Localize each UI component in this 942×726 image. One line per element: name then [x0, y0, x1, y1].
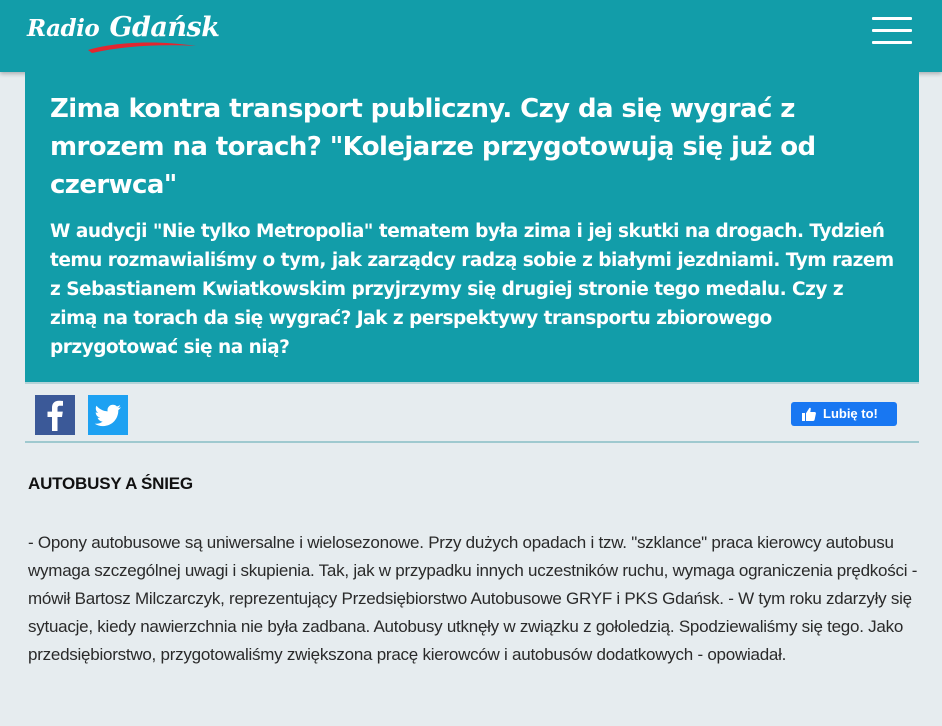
- twitter-icon: [88, 395, 128, 435]
- article-body-paragraph: - Opony autobusowe są uniwersalne i wielosezonowe. Przy dużych opadach i tzw. "szklance" praca kierowcy autobusu wymaga szczególnej uwagi i skupienia. Tak, jak w przypadku innych uczestników ruchu, wymaga ograniczenia prędkości - mówił Bartosz Milczarczyk, reprezentujący Przedsiębiorstwo Autobusowe GRYF i PKS Gdańsk. - W tym roku zdarzyły się sytuacje, kiedy nawierzchnia nie była zadbana. Autobusy utknęły w związku z gołoledzią. Spodziewaliśmy się tego. Jako przedsiębiorstwo, przygotowaliśmy zwiększona pracę kierowców i autobusów dodatkowych - opowiadał.: [28, 533, 918, 664]
- article-lead: W audycji "Nie tylko Metropolia" tematem była zima i jej skutki na drogach. Tydzień temu rozmawialiśmy o tym, jak zarządcy radzą sobie z białymi jezdniami. Tym razem z Sebastianem Kwiatkowskim przyjrzymy się drugiej stronie tego medalu. Czy z zimą na torach da się wygrać? Jak z perspektywy transportu zbiorowego przygotować się na nią?: [50, 221, 894, 358]
- like-label: Lubię to!: [823, 406, 878, 421]
- menu-bar-top: [872, 17, 912, 20]
- article-hero: [25, 72, 919, 383]
- hamburger-menu-button[interactable]: [872, 17, 914, 47]
- site-header: [0, 0, 942, 72]
- facebook-share-button[interactable]: [35, 395, 75, 435]
- share-bar-divider: [25, 441, 919, 443]
- logo-swoosh-icon: [86, 40, 198, 54]
- share-bar: [25, 384, 919, 442]
- logo-word-radio: Radio: [27, 15, 100, 42]
- facebook-like-button[interactable]: [791, 402, 897, 426]
- twitter-share-button[interactable]: [88, 395, 128, 435]
- facebook-icon: [35, 395, 75, 435]
- thumbs-up-icon: [801, 406, 817, 422]
- section-heading: AUTOBUSY A ŚNIEG: [28, 474, 193, 493]
- menu-bar-middle: [872, 29, 912, 32]
- menu-bar-bottom: [872, 41, 912, 44]
- article-title: Zima kontra transport publiczny. Czy da się wygrać z mrozem na torach? "Kolejarze przygotowują się już od czerwca": [50, 94, 816, 200]
- radio-gdansk-logo[interactable]: [27, 12, 219, 43]
- logo-word-gdansk: Gdańsk: [109, 12, 220, 43]
